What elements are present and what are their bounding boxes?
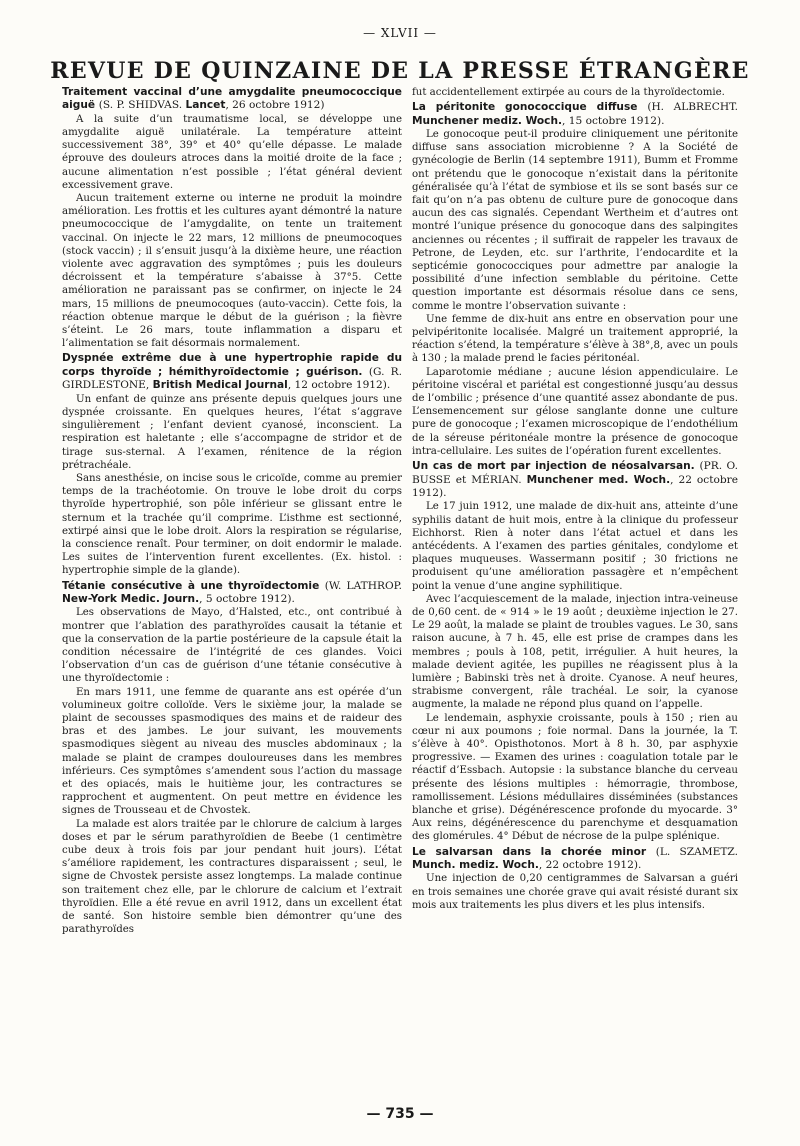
citation-date: , 26 octobre 1912) bbox=[225, 99, 325, 112]
citation-author: (PR. O. BUSSE et MÉRIAN. bbox=[412, 460, 738, 486]
article bbox=[412, 86, 738, 99]
article-title-text: Un cas de mort par injection de néosalvarsan. bbox=[412, 460, 695, 473]
article-title-text: La péritonite gonococcique diffuse bbox=[412, 101, 638, 114]
article-title bbox=[62, 86, 402, 113]
article-title bbox=[412, 846, 738, 873]
section-title: REVUE DE QUINZAINE DE LA PRESSE ÉTRANGÈRE bbox=[50, 58, 750, 84]
article-paragraph: A la suite d’un traumatisme local, se développe une amygdalite aiguë unilatérale. La température atteint successivement 38°, 39° et 40° qu’elle dépasse. Le malade éprouve des douleurs atroces dans la moitié droite de la face ; aucune alimentation n’est possible ; l’état général devient excessivement grave. bbox=[62, 113, 402, 191]
article-paragraph: Avec l’acquiescement de la malade, injection intra-veineuse de 0,60 cent. de « 914 » le 19 août ; deuxième injection le 27. Le 29 août, la malade se plaint de troubles vagues. Le 30, sans raison aucune, à 7 h. 45, elle est prise de crampes dans les membres ; pouls à 108, petit, irrégulier. A huit heures, la malade devient agitée, les pupilles ne réagissent plus à la lumière ; Babinski très net à droite. Cyanose. A neuf heures, strabisme convergent, râle trachéal. Le soir, la cyanose augmente, la malade ne répond plus quand on l’appelle. bbox=[412, 593, 738, 711]
citation-date: , 15 octobre 1912). bbox=[562, 114, 665, 127]
citation-author: (G. R. GIRDLESTONE, bbox=[62, 365, 402, 392]
article-title-text: Tétanie consécutive à une thyroïdectomie bbox=[62, 579, 320, 592]
citation-journal: Lancet bbox=[185, 99, 226, 112]
citation-author: (L. SZAMETZ. bbox=[655, 845, 738, 858]
citation-date: , 22 octobre 1912). bbox=[538, 859, 642, 871]
article bbox=[412, 846, 738, 912]
article-paragraph: Un enfant de quinze ans présente depuis quelques jours une dyspnée croissante. En quelques heures, l’état s’aggrave singulièrement ; l’enfant devient cyanosé, inconscient. La respiration est haletante ; elle s’accompagne de stridor et de tirage sus-sternal. A l’examen, rénitence de la région prétrachéale. bbox=[62, 393, 402, 471]
article bbox=[62, 86, 402, 350]
citation-journal: British Medical Journal bbox=[152, 379, 288, 392]
roman-page-header: — XLVII — bbox=[363, 26, 437, 40]
citation-date: , 12 octobre 1912). bbox=[287, 379, 391, 392]
article-paragraph: En mars 1911, une femme de quarante ans est opérée d’un volumineux goitre colloïde. Vers le sixième jour, la malade se plaint de secousses spasmodiques des mains et de raideur des bras et des jambes. Le jour suivant, les mouvements spasmodiques siègent au niveau des muscles abdominaux ; la malade se plaint de crampes douloureuses dans les membres inférieurs. Ces symptômes s’amendent sous l’action du massage et des opiacés, mais le huitième jour, les contractures se rapprochent et augmentent. On peut mettre en évidence les signes de Trousseau et de Chvostek. bbox=[62, 686, 402, 817]
article-paragraph: La malade est alors traitée par le chlorure de calcium à larges doses et par le sérum parathyroïdien de Beebe (1 centimètre cube deux à trois fois par jour pendant huit jours). L’état s’améliore rapidement, les contractures disparaissent ; seul, le signe de Chvostek persiste assez longtemps. La malade continue son traitement chez elle, par le chlorure de calcium et l’extrait thyroïdien. Elle a été revue en avril 1912, dans un excellent état de santé. Son histoire semble bien démontrer qu’une des parathyroïdes bbox=[62, 818, 402, 936]
article-paragraph: Le gonocoque peut-il produire cliniquement une péritonite diffuse sans association microbienne ? A la Société de gynécologie de Berlin (14 septembre 1911), Bumm et Fromme ont prétendu que le gonocoque n’existait dans la péritonite généralisée qu’à l’état de symbiose et ils se sont basés sur ce fait qu’on n’a pas obtenu de culture pure de gonocoque dans aucun des cas signalés. Cependant Wertheim et d’autres ont montré l’unique présence du gonocoque dans des salpingites anciennes ou récentes ; il suffirait de rappeler les travaux de Petrone, de Leyden, etc. sur l’arthrite, l’endocardite et la septicémie gonococciques pour admettre par analogie la possibilité d’une infection semblable du péritoine. Cette question importante est désormais résolue dans ce sens, comme le montre l’observation suivante : bbox=[412, 129, 738, 312]
article-title-text: Le salvarsan dans la chorée minor bbox=[412, 845, 647, 858]
article-title bbox=[412, 101, 738, 128]
article bbox=[412, 101, 738, 458]
page-number: — 735 — bbox=[366, 1106, 434, 1122]
article-paragraph: Le lendemain, asphyxie croissante, pouls à 150 ; rien au cœur ni aux poumons ; foie normal. Dans la journée, la T. s’élève à 40°. Opisthotonos. Mort à 8 h. 30, par asphyxie progressive. — Examen des urines : coagulation totale par le réactif d’Essbach. Autopsie : la substance blanche du cerveau présente des lésions multiples : hémorragie, thrombose, ramollissement. Lésions médullaires disséminées (substances blanche et grise). Dégénérescence profonde du myocarde. 3° Aux reins, dégénérescence du parenchyme et desquamation des glomérules. 4° Début de nécrose de la pulpe splénique. bbox=[412, 712, 738, 843]
article-paragraph: Aucun traitement externe ou interne ne produit la moindre amélioration. Les frottis et les cultures ayant démontré la nature pneumococcique de l’amygdalite, on tente un traitement vaccinal. On injecte le 22 mars, 12 millions de pneumocoques (stock vaccin) ; il s’ensuit jusqu’à la dixième heure, une réaction violente avec aggravation des symptômes ; puis les douleurs décroissent et la température s’abaisse à 37°5. Cette amélioration ne paraissant pas se confirmer, on injecte le 24 mars, 15 millions de pneumocoques (auto-vaccin). Cette fois, la réaction obtenue marque le début de la guérison ; la fièvre s’éteint. Le 26 mars, toute inflammation a disparu et l’alimentation se fait désormais normalement. bbox=[62, 193, 402, 350]
article-title-text: Dyspnée extrême due à une hypertrophie rapide du corps thyroïde ; hémithyroïdectomie ; guérison. bbox=[62, 352, 402, 378]
citation-date: , 5 octobre 1912). bbox=[199, 592, 295, 605]
citation-date: , 22 octobre 1912). bbox=[412, 473, 738, 499]
citation-journal: Munchener mediz. Woch. bbox=[412, 114, 563, 127]
article-paragraph: fut accidentellement extirpée au cours de la thyroïdectomie. bbox=[412, 87, 725, 98]
article-title bbox=[62, 352, 402, 392]
article bbox=[62, 352, 402, 577]
left-column bbox=[62, 86, 402, 938]
article-paragraph: Le 17 juin 1912, une malade de dix-huit ans, atteinte d’une syphilis datant de huit mois, entre à la clinique du professeur Eichhorst. Rien à noter dans l’état actuel et dans les antécédents. A l’examen des parties génitales, condylome et plaques muqueuses. Wassermann positif ; 30 frictions ne produisent qu’une amélioration passagère et n’empêchent point la venue d’une angine syphilitique. bbox=[412, 501, 738, 592]
article-paragraph: Laparotomie médiane ; aucune lésion appendiculaire. Le péritoine viscéral et pariétal est congestionné jusqu’au dessus de l’ombilic ; présence d’une quantité assez abondante de pus. L’ensemencement sur gélose sanglante donne une culture pure de gonocoque ; l’examen microscopique de l’endothélium de la séreuse péritonéale montre la présence de gonocoque intra-cellulaire. Les suites de l’opération furent excellentes. bbox=[412, 366, 738, 457]
citation-author: (H. ALBRECHT. bbox=[647, 101, 738, 114]
article bbox=[62, 580, 402, 937]
article-title bbox=[62, 580, 402, 607]
citation-journal: Munchener med. Woch. bbox=[526, 473, 671, 486]
citation-author: (W. LATHROP. bbox=[324, 579, 402, 592]
article-citation bbox=[99, 99, 325, 111]
article-paragraph: Sans anesthésie, on incise sous le cricoïde, comme au premier temps de la trachéotomie. On trouve le lobe droit du corps thyroïde hypertrophié, son pôle inférieur se glissant entre le sternum et la trachée qu’il comprime. L’isthme est sectionné, extirpé ainsi que le lobe droit. Alors la respiration se régularise, la conscience renaît. Pour terminer, on doit endormir le malade. Les suites de l’intervention furent excellentes. (Ex. histol. : hypertrophie simple de la glande). bbox=[62, 472, 402, 577]
citation-author: (S. P. SHIDVAS. bbox=[98, 99, 183, 112]
article bbox=[412, 460, 738, 844]
article-paragraph: Une femme de dix-huit ans entre en observation pour une pelvipéritonite localisée. Malgré un traitement approprié, la réaction s’étend, la température s’élève à 38°,8, avec un pouls à 130 ; la malade prend le facies péritonéal. bbox=[412, 313, 738, 365]
citation-journal: New-York Medic. Journ. bbox=[62, 592, 200, 605]
article-title-text: Traitement vaccinal d’une amygdalite pneumococcique aiguë bbox=[62, 86, 402, 112]
right-column bbox=[412, 86, 738, 914]
article-title bbox=[412, 460, 738, 500]
article-paragraph: Les observations de Mayo, d’Halsted, etc., ont contribué à montrer que l’ablation des parathyroïdes causait la tétanie et que la conservation de la partie postérieure de la capsule était la condition nécessaire de l’intégrité de ces glandes. Voici l’observation d’un cas de guérison d’une tétanie consécutive à une thyroïdectomie : bbox=[62, 607, 402, 685]
article-paragraph: Une injection de 0,20 centigrammes de Salvarsan a guéri en trois semaines une chorée grave qui avait résisté durant six mois aux traitements les plus divers et les plus intensifs. bbox=[412, 873, 738, 911]
citation-journal: Munch. mediz. Woch. bbox=[412, 859, 539, 871]
